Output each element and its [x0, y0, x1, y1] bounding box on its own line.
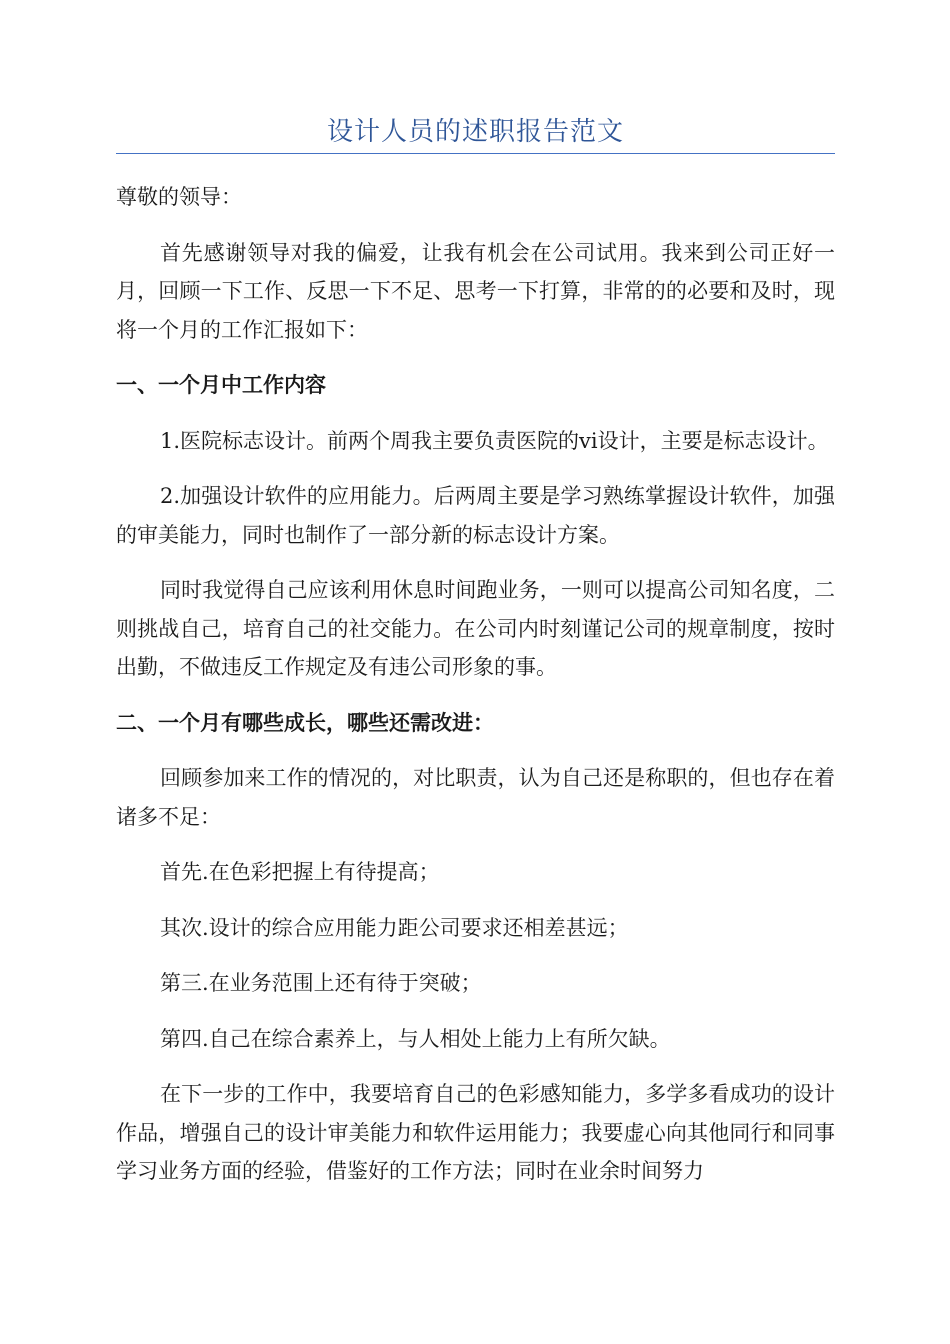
section-heading-2: 二、一个月有哪些成长，哪些还需改进： [116, 710, 494, 735]
shortcoming-1: 首先.在色彩把握上有待提高； [160, 860, 440, 884]
document-title: 设计人员的述职报告范文 [326, 117, 624, 147]
shortcoming-3: 第三.在业务范围上还有待于突破； [160, 971, 482, 995]
intro-paragraph: 首先感谢领导对我的偏爱，让我有机会在公司试用。我来到公司正好一月，回顾一下工作、反思一下不足、思考一下打算，非常的的必要和及时，现将一个月的工作汇报如下： [116, 240, 835, 342]
shortcoming-2: 其次.设计的综合应用能力距公司要求还相差甚远； [160, 915, 629, 940]
review-paragraph: 回顾参加来工作的情况的，对比职责，认为自己还是称职的，但也存在着诸多不足： [116, 766, 835, 829]
plan-paragraph: 在下一步的工作中，我要培育自己的色彩感知能力，多学多看成功的设计作品，增强自己的设计审美能力和软件运用能力；我要虚心向其他同行和同事学习业务方面的经验，借鉴好的工作方法；同时在业余时间努力 [116, 1082, 835, 1183]
work-paragraph: 同时我觉得自己应该利用休息时间跑业务，一则可以提高公司知名度，二则挑战自己，培育自己的社交能力。在公司内时刻谨记公司的规章制度，按时出勤，不做违反工作规定及有违公司形象的事。 [116, 578, 835, 679]
work-item-2: 2.加强设计软件的应用能力。后两周主要是学习熟练掌握设计软件，加强的审美能力，同时也制作了一部分新的标志设计方案。 [116, 484, 835, 547]
work-item-1: 1.医院标志设计。前两个周我主要负责医院的vi设计，主要是标志设计。 [160, 428, 829, 453]
title-underline [116, 153, 835, 154]
shortcoming-4: 第四.自己在综合素养上，与人相处上能力上有所欠缺。 [160, 1026, 671, 1051]
salutation: 尊敬的领导： [116, 185, 242, 209]
document-body [116, 178, 835, 1191]
section-heading-1: 一、一个月中工作内容 [116, 373, 326, 397]
